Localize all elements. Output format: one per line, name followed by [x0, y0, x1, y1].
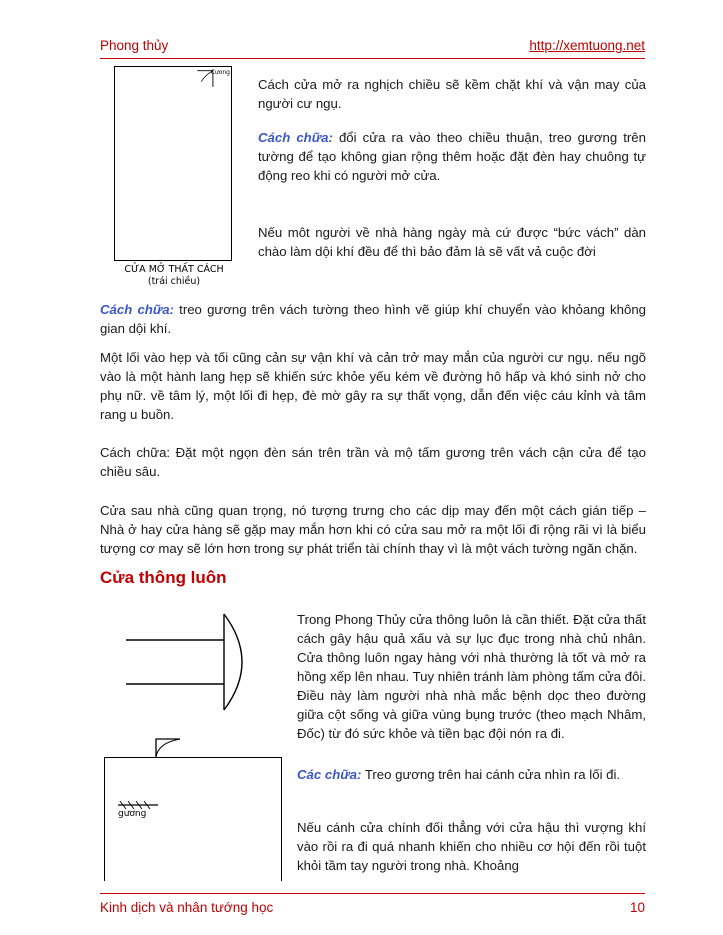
footer-divider [100, 893, 645, 894]
paragraph-4 [100, 300, 646, 338]
section-heading: Cửa thông luôn [100, 568, 227, 587]
paragraph-6: Cách chữa: Đặt một ngọn đèn sán trên trần và mộ tấm gương trên vách cận cửa để tạo chiều sâu. [100, 445, 646, 479]
paragraph-9-text: Treo gương trên hai cánh cửa nhìn ra lối đi. [361, 767, 621, 782]
paragraph-9 [297, 765, 646, 784]
footer-title: Kinh dịch và nhân tướng học [100, 900, 274, 915]
paragraph-4-text: treo gương trên vách tường theo hình vẽ giúp khí chuyển vào khỏang không gian dội khí. [100, 302, 646, 336]
paragraph-3: Nếu môt người về nhà hàng ngày mà cứ được “bức vách” dàn chào làm dội khí đều để thì bảo đảm là sẽ vất vả cuộc đời [258, 225, 646, 259]
figure-double-door [110, 608, 270, 718]
header-url[interactable]: http://xemtuong.net [529, 38, 645, 53]
paragraph-5: Một lối vào hẹp và tối cũng cản sự vận khí và cản trở may mắn của người cư ngụ. nếu ngõ vào là một hành lang hẹp sẽ khiến sức khỏe yếu kém về đường hô hấp và khó sinh nở cho phụ nữ. về tâm lý, một lối đi hẹp, đè mờ gây ra sự thất vọng, dẫn đến việc cáu kỉnh và tâm rang u buồn. [100, 350, 646, 422]
door-pair-diagram-icon [110, 608, 270, 718]
page-footer [100, 900, 645, 915]
page-number: 10 [629, 900, 645, 915]
door-swing-icon [196, 68, 222, 98]
paragraph-7: Cửa sau nhà cũng quan trọng, nó tượng trưng cho các dịp may đến một cách gián tiếp – Nhà ở hay cửa hàng sẽ gặp may mắn hơn khi có cửa sau mở ra một lối đi rộng rãi vì là biểu tượng cơ may sẽ lớn hơn trong sự phát triển tài chính thay vì là một vách tường ngăn chặn. [100, 503, 646, 556]
figure3-door-and-mirror-icon [104, 735, 282, 881]
figure-caption-line2: (trái chiều) [147, 276, 201, 287]
header-divider [100, 58, 645, 59]
paragraph-4-lead: Cách chữa: [100, 302, 174, 317]
header-title: Phong thủy [100, 38, 169, 53]
paragraph-2 [258, 128, 646, 185]
paragraph-10: Nếu cánh cửa chính đối thẳng với cửa hậu thì vượng khí vào rồi ra đi quá nhanh khiến cho nhiều cơ hội đến rồi tuột khỏi tầm tay người trong nhà. Khoảng [297, 820, 646, 873]
paragraph-9-lead: Các chữa: [297, 767, 362, 782]
paragraph-1: Cách cửa mở ra nghịch chiều sẽ kềm chặt khí và vận may của người cư ngụ. [258, 77, 646, 111]
figure-door-wrong-direction [110, 66, 238, 294]
paragraph-2-text: đổi cửa ra vào theo chiều thuận, treo gương trên tường để tạo không gian rộng thêm hoặc đặt đèn hay chuông tự động reo khi có người mở cửa. [258, 130, 646, 183]
paragraph-2-lead: Cách chữa: [258, 130, 333, 145]
figure-room-mirror [104, 735, 282, 881]
page-header [100, 38, 645, 53]
figure3-mirror-label: gương [118, 809, 147, 819]
figure-inner-label: Cưong [210, 69, 230, 76]
paragraph-8: Trong Phong Thủy cửa thông luôn là cần thiết. Đặt cửa thất cách gây hậu quả xấu và sự lục đục trong nhà chủ nhân. Cửa thông luôn ngay hàng với nhà thường là tốt và mở ra hồng xếp lên nhau. Tuy nhiên tránh làm phòng tấm cửa đôi. Điều này làm người nhà nhà mắc bệnh dọc theo đường giữa cột sống và giữa vùng bụng trước (theo mạch Nhâm, Đốc) từ đó sức khỏe và tiền bạc đội nón ra đi. [297, 612, 647, 741]
figure-caption-line1: CỬA MỞ THẤT CÁCH [124, 264, 224, 275]
figure-caption [110, 264, 238, 288]
